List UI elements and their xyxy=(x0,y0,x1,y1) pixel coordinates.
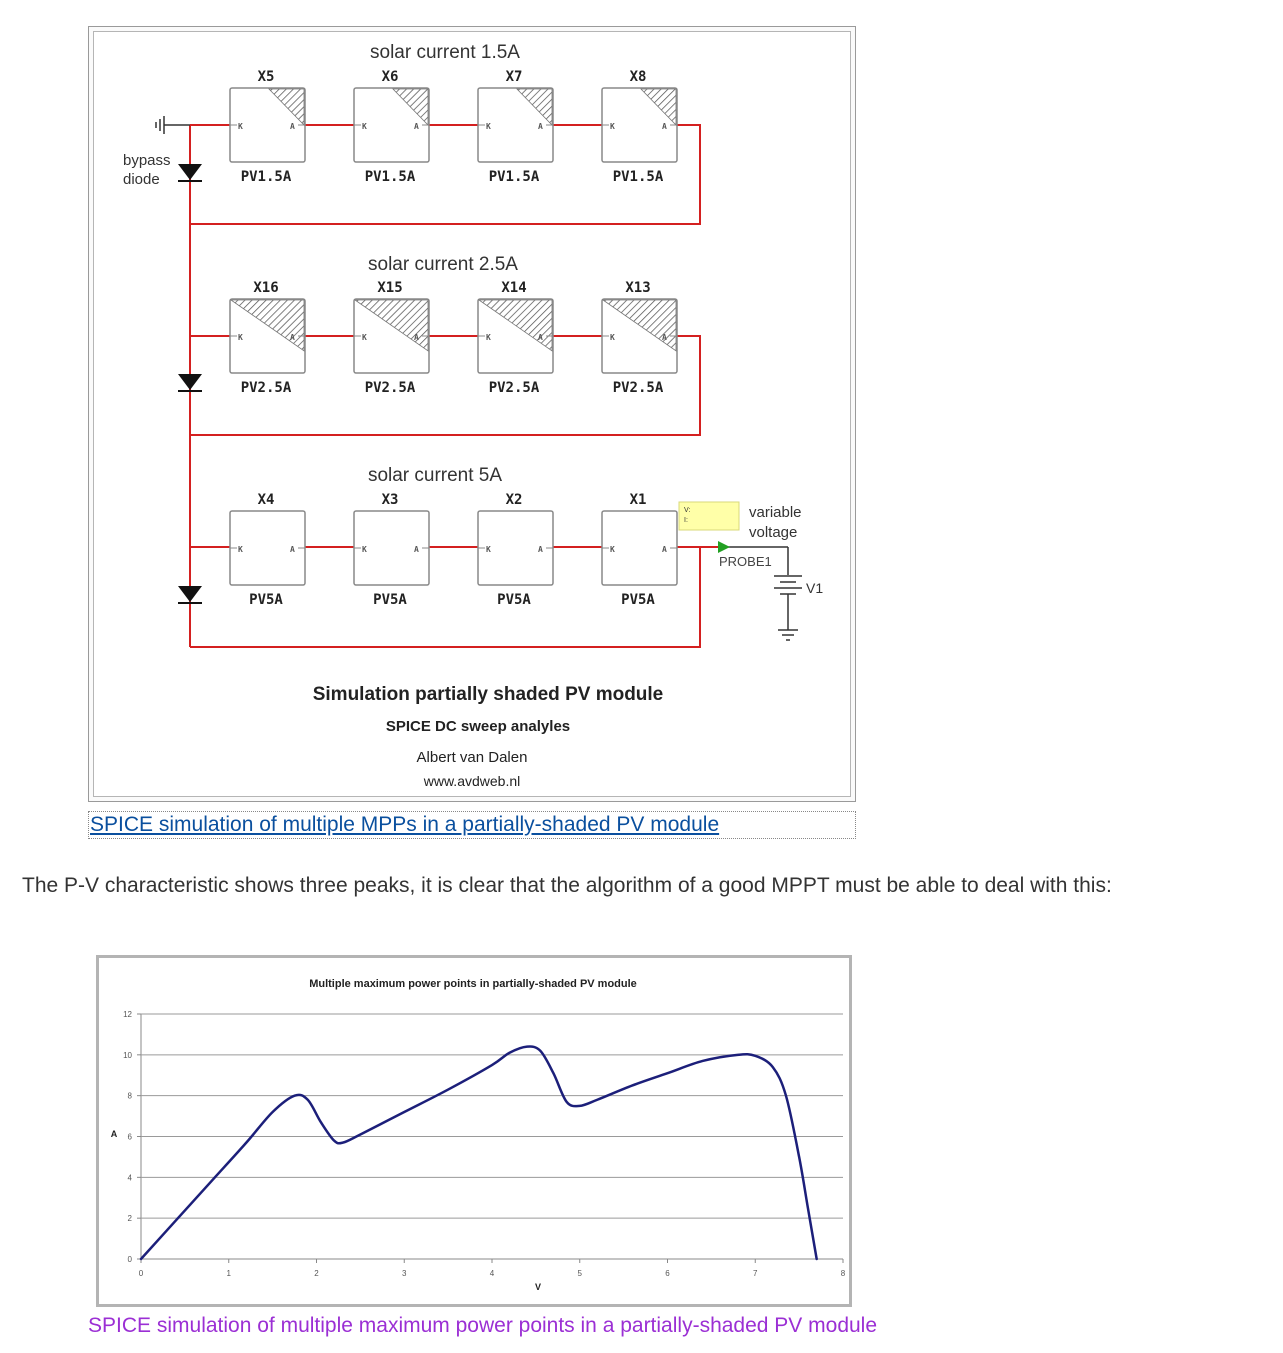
row1-solar-label: solar current 1.5A xyxy=(370,42,520,63)
probe-label: PROBE1 xyxy=(719,554,772,569)
y-tick-label: 6 xyxy=(127,1132,132,1142)
pin-a-label: A xyxy=(414,333,419,342)
bypass-diode-1 xyxy=(178,164,202,181)
cell-model: PV2.5A xyxy=(612,380,664,396)
schematic-author: Albert van Dalen xyxy=(416,749,528,766)
pv-cell-x7 xyxy=(478,69,553,185)
x-tick-label: 5 xyxy=(577,1269,582,1278)
schematic-title: Simulation partially shaded PV module xyxy=(312,684,664,705)
pv-cell-x1 xyxy=(602,492,677,608)
cell-model: PV2.5A xyxy=(364,380,416,396)
x-tick-label: 1 xyxy=(226,1269,231,1278)
pin-a-label: A xyxy=(538,545,543,554)
bypass-label-line2: diode xyxy=(123,171,160,188)
ground-symbol xyxy=(156,116,190,134)
pv-cell-x2 xyxy=(478,492,553,608)
cell-model: PV5A xyxy=(249,592,283,608)
probe-arrow-icon xyxy=(718,541,730,553)
chart-title: Multiple maximum power points in partially-shaded PV module xyxy=(309,978,637,990)
x-tick-label: 4 xyxy=(489,1269,495,1278)
bypass-diode-3 xyxy=(178,586,202,603)
cell-name: X15 xyxy=(377,280,403,296)
pin-k-label: K xyxy=(362,333,367,342)
cell-model: PV1.5A xyxy=(488,169,540,185)
y-tick-label: 8 xyxy=(127,1091,132,1101)
pin-a-label: A xyxy=(662,545,667,554)
voltage-source-symbol xyxy=(774,576,802,640)
body-paragraph: The P-V characteristic shows three peaks, it is clear that the algorithm of a good MPPT must be able to deal with this: xyxy=(22,874,1112,897)
pin-k-label: K xyxy=(610,545,615,554)
cell-name: X5 xyxy=(257,69,275,85)
pin-k-label: K xyxy=(486,545,491,554)
cell-model: PV5A xyxy=(497,592,531,608)
x-tick-label: 0 xyxy=(138,1269,144,1278)
chart-ylabel: A xyxy=(110,1129,118,1139)
pv-cell-x14 xyxy=(478,280,553,396)
cell-model: PV1.5A xyxy=(364,169,416,185)
x-tick-label: 7 xyxy=(753,1269,758,1278)
cell-model: PV1.5A xyxy=(612,169,664,185)
source-label: V1 xyxy=(806,580,824,596)
schematic-subtitle: SPICE DC sweep analyles xyxy=(385,718,571,735)
pv-cell-x5 xyxy=(230,69,305,185)
pv-cells xyxy=(230,69,677,608)
cell-name: X4 xyxy=(257,492,275,508)
pin-k-label: K xyxy=(238,545,243,554)
pv-cell-x15 xyxy=(354,280,429,396)
pin-k-label: K xyxy=(486,333,491,342)
pin-k-label: K xyxy=(362,545,367,554)
row3-solar-label: solar current 5A xyxy=(367,465,503,486)
probe-box-i: I: xyxy=(684,517,688,524)
cell-name: X16 xyxy=(253,280,279,296)
y-tick-label: 2 xyxy=(127,1214,132,1224)
pv-cell-x8 xyxy=(602,69,677,185)
cell-model: PV2.5A xyxy=(488,380,540,396)
pin-a-label: A xyxy=(290,333,295,342)
pin-a-label: A xyxy=(290,122,295,131)
x-tick-label: 3 xyxy=(402,1269,407,1278)
cell-name: X2 xyxy=(505,492,523,508)
figure2-caption-link[interactable]: SPICE simulation of multiple maximum power points in a partially-shaded PV module xyxy=(88,1314,878,1337)
cell-model: PV1.5A xyxy=(240,169,292,185)
pin-a-label: A xyxy=(414,545,419,554)
x-tick-label: 6 xyxy=(665,1269,670,1278)
cell-model: PV5A xyxy=(621,592,655,608)
pin-k-label: K xyxy=(610,122,615,131)
cell-name: X14 xyxy=(501,280,527,296)
chart-xlabel: V xyxy=(534,1282,542,1292)
probe-box-v: V: xyxy=(684,507,691,514)
x-tick-label: 8 xyxy=(840,1269,846,1278)
cell-name: X6 xyxy=(381,69,399,85)
cell-model: PV5A xyxy=(373,592,407,608)
x-tick-label: 2 xyxy=(314,1269,319,1278)
pv-cell-x16 xyxy=(230,280,305,396)
pin-k-label: K xyxy=(238,333,243,342)
variable-line1: variable xyxy=(749,504,802,521)
pin-k-label: K xyxy=(238,122,243,131)
pin-k-label: K xyxy=(362,122,367,131)
cell-model: PV2.5A xyxy=(240,380,292,396)
pv-cell-x13 xyxy=(602,280,677,396)
pin-k-label: K xyxy=(610,333,615,342)
pin-a-label: A xyxy=(538,122,543,131)
cell-name: X3 xyxy=(381,492,399,508)
y-tick-label: 4 xyxy=(127,1173,132,1183)
cell-name: X13 xyxy=(625,280,651,296)
pv-cell-x4 xyxy=(230,492,305,608)
bypass-diode-2 xyxy=(178,374,202,391)
pin-a-label: A xyxy=(662,122,667,131)
cell-name: X8 xyxy=(629,69,647,85)
figure1-caption-link[interactable]: SPICE simulation of multiple MPPs in a partially-shaded PV module xyxy=(88,811,856,839)
row2-solar-label: solar current 2.5A xyxy=(368,254,518,275)
pv-cell-x6 xyxy=(354,69,429,185)
pin-a-label: A xyxy=(662,333,667,342)
variable-line2: voltage xyxy=(749,524,798,541)
pin-a-label: A xyxy=(414,122,419,131)
cell-name: X7 xyxy=(505,69,523,85)
chart-frame xyxy=(96,955,852,1307)
pv-cell-x3 xyxy=(354,492,429,608)
cell-name: X1 xyxy=(629,492,647,508)
y-tick-label: 0 xyxy=(127,1255,132,1264)
pin-k-label: K xyxy=(486,122,491,131)
bypass-label-line1: bypass xyxy=(123,152,171,169)
schematic-website: www.avdweb.nl xyxy=(423,773,521,789)
pin-a-label: A xyxy=(290,545,295,554)
y-tick-label: 10 xyxy=(123,1050,132,1060)
pin-a-label: A xyxy=(538,333,543,342)
y-tick-label: 12 xyxy=(123,1010,132,1019)
